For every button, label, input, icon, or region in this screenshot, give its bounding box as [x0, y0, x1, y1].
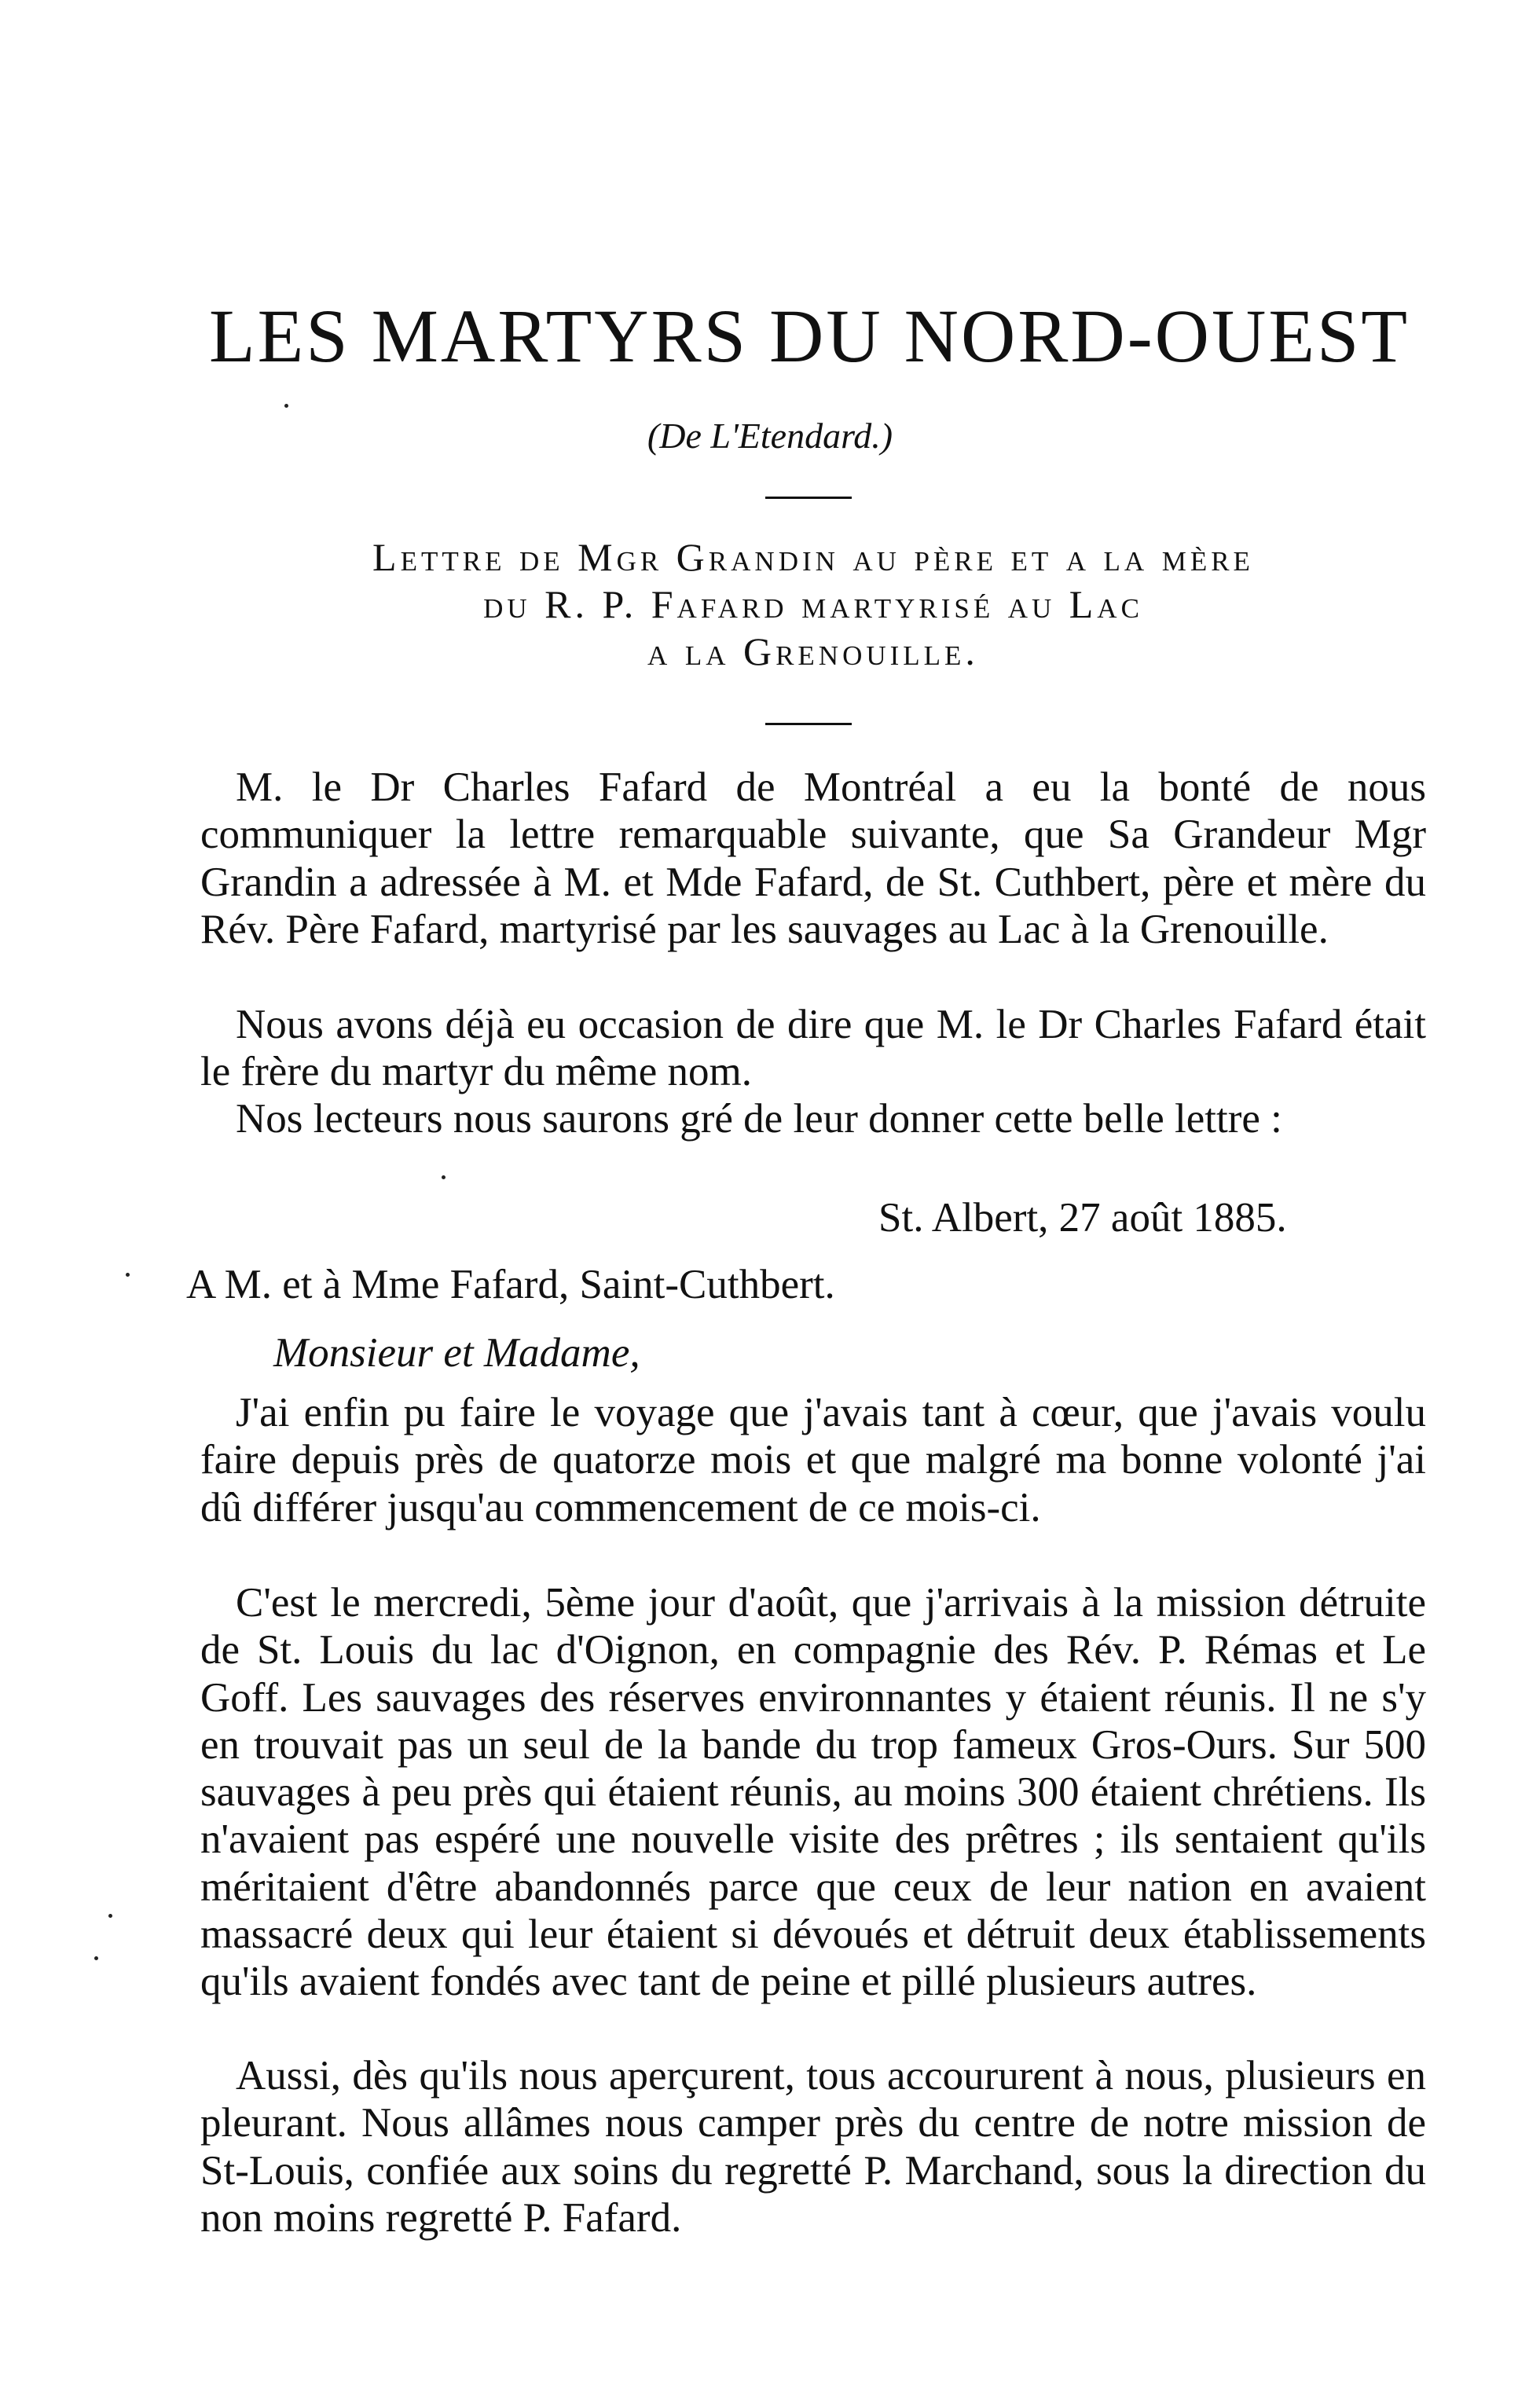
print-speck	[108, 1914, 112, 1918]
print-speck	[126, 1273, 130, 1277]
letter-paragraph: Aussi, dès qu'ils nous aperçurent, tous accoururent à nous, plusieurs en pleurant. Nous allâmes nous camper près du centre de notre mission de St-Louis, confiée aux soins du regretté P. Marchand, sous la direction du non moins regretté P. Fafard.	[200, 2053, 1426, 2241]
letter-date: St. Albert, 27 août 1885.	[878, 1195, 1287, 1241]
source-attribution: (De L'Etendard.)	[647, 416, 893, 456]
letter-paragraph: J'ai enfin pu faire le voyage que j'avais tant à cœur, que j'avais voulu faire depuis près de quatorze mois et que malgré ma bonne volonté j'ai dû différer jusqu'au commencement de ce mois-ci.	[200, 1390, 1426, 1530]
letter-heading-line-1: Lettre de Mgr Grandin au père et a la mère	[372, 535, 1254, 579]
print-speck	[284, 404, 288, 408]
page-title: LES MARTYRS DU NORD-OUEST	[209, 294, 1410, 378]
divider-bottom	[765, 723, 852, 725]
letter-heading-line-3: a la Grenouille.	[647, 629, 979, 673]
intro-paragraph: Nos lecteurs nous saurons gré de leur donner cette belle lettre :	[236, 1096, 1282, 1142]
letter-heading-line-2: du R. P. Fafard martyrisé au Lac	[483, 582, 1143, 626]
divider-top	[765, 497, 852, 499]
intro-paragraph: M. le Dr Charles Fafard de Montréal a eu la bonté de nous communiquer la lettre remarquable suivante, que Sa Grandeur Mgr Grandin a adressée à M. et Mde Fafard, de St. Cuthbert, père et mère du Rév. Père Fafard, martyrisé par les sauvages au Lac à la Grenouille.	[200, 764, 1426, 952]
print-speck	[442, 1175, 446, 1179]
letter-address: A M. et à Mme Fafard, Saint-Cuthbert.	[186, 1262, 835, 1307]
letter-salutation: Monsieur et Madame,	[273, 1330, 640, 1376]
print-speck	[94, 1956, 98, 1960]
letter-paragraph: C'est le mercredi, 5ème jour d'août, que j'arrivais à la mission détruite de St. Louis du lac d'Oignon, en compagnie des Rév. P. Rémas et Le Goff. Les sauvages des réserves environnantes y étaient réunis. Il ne s'y en trouvait pas un seul de la bande du trop fameux Gros-Ours. Sur 500 sauvages à peu près qui étaient réunis, au moins 300 étaient chrétiens. Ils n'avaient pas espéré une nouvelle visite des prêtres ; ils sentaient qu'ils méritaient d'être abandonnés parce que ceux de leur nation en avaient massacré deux qui leur étaient si dévoués et détruit deux établissements qu'ils avaient fondés avec tant de peine et pillé plusieurs autres.	[200, 1580, 1426, 2005]
intro-paragraph: Nous avons déjà eu occasion de dire que M. le Dr Charles Fafard était le frère du martyr du même nom.	[200, 1002, 1426, 1095]
